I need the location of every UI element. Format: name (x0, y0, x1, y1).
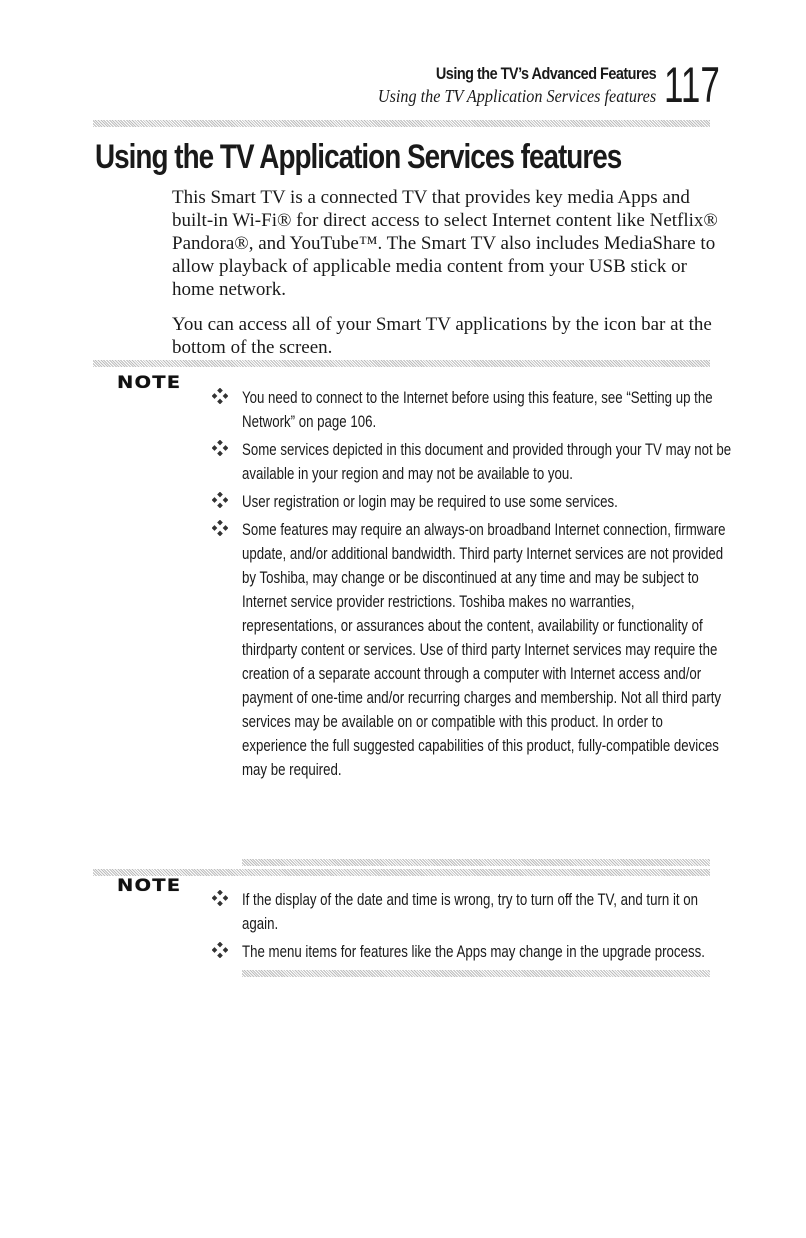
note-divider-bottom (242, 859, 710, 866)
note-label: NOTE (117, 876, 182, 896)
note-item (212, 940, 732, 964)
note-item-text: User registration or login may be required to use some services. (242, 492, 618, 511)
running-header-section: Using the TV’s Advanced Features (435, 64, 656, 83)
note-label: NOTE (117, 373, 182, 393)
intro-paragraph: This Smart TV is a connected TV that provides key media Apps and built-in Wi-Fi® for direct access to select Internet content like Netflix® Pandora®, and YouTube™. The Smart TV also includes MediaShare to allow playback of applicable media content from your USB stick or home network. (172, 187, 718, 300)
running-header-subsection: Using the TV Application Services features (377, 86, 656, 106)
note-divider-top (93, 360, 710, 367)
note-item (212, 438, 732, 486)
note-item (212, 518, 732, 782)
note-list (212, 888, 732, 968)
page-number: 117 (664, 57, 720, 113)
note-item (212, 490, 732, 514)
diamond-bullet-icon (212, 388, 228, 404)
page-title: Using the TV Application Services features (95, 138, 622, 176)
note-item-text: The menu items for features like the Apps may change in the upgrade process. (242, 942, 705, 961)
note-item-text: Some services depicted in this document and provided through your TV may not be available in your region and may not be available to you. (242, 440, 732, 483)
note-item (212, 888, 732, 936)
diamond-bullet-icon (212, 440, 228, 456)
note-item (212, 386, 732, 434)
diamond-bullet-icon (212, 890, 228, 906)
note-item-text: You need to connect to the Internet before using this feature, see “Setting up the Network” on page 106. (242, 388, 713, 431)
header-divider (93, 120, 710, 127)
note-list (212, 386, 732, 786)
note-divider-bottom (242, 970, 710, 977)
access-paragraph: You can access all of your Smart TV applications by the icon bar at the bottom of the screen. (172, 314, 712, 358)
diamond-bullet-icon (212, 520, 228, 536)
note-item-text: Some features may require an always-on broadband Internet connection, firmware update, and/or additional bandwidth. Third party Internet services are not provided by Toshiba, may change or be discontinued at any time and may be subject to Internet service provider restrictions. Toshiba makes no warranties, representations, or assurances about the content, availability or functionality of thirdparty content or services. Use of third party Internet services may require the creation of a separate account through a computer with Internet access and/or payment of one-time and/or recurring charges and membership. Not all third party services may be available on or compatible with this product. In order to experience the full suggested capabilities of this product, fully-compatible devices may be required. (242, 520, 726, 779)
diamond-bullet-icon (212, 492, 228, 508)
note-divider-top (93, 869, 710, 876)
diamond-bullet-icon (212, 942, 228, 958)
note-item-text: If the display of the date and time is wrong, try to turn off the TV, and turn it on again. (242, 890, 699, 933)
